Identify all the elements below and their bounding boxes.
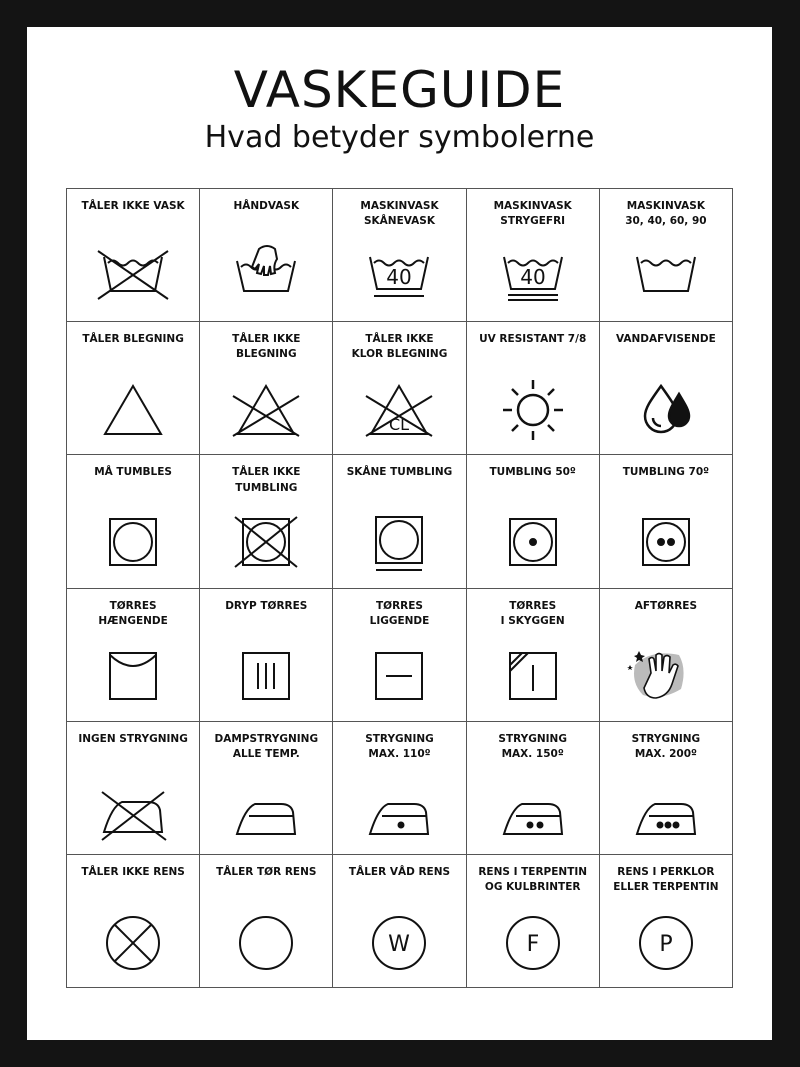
no-chlorine-bleach-icon (354, 376, 444, 444)
no-iron-icon (88, 776, 178, 844)
iron-low-icon (354, 776, 444, 844)
cell-gentle-tumble-dry (333, 455, 466, 588)
cell-wipe (600, 589, 733, 722)
cell-no-wash (67, 189, 200, 322)
cell-label: TÅLER IKKE KLOR BLEGNING (351, 333, 448, 361)
hand-wash-icon (221, 243, 311, 311)
poster (27, 27, 772, 1040)
cell-label: MÅ TUMBLES (94, 466, 172, 479)
tumble-medium-heat-icon (621, 509, 711, 577)
cell-label: STRYGNING MAX. 200º (631, 732, 701, 760)
gentle-wash-40-icon (354, 243, 444, 311)
wash-temp-label: 40 (519, 265, 546, 289)
iron-high-icon (621, 776, 711, 844)
cell-label: TÅLER TØR RENS (216, 865, 317, 878)
iron-icon (221, 776, 311, 844)
cell-label: STRYGNING MAX. 150º (498, 732, 567, 760)
cell-steam-iron (200, 722, 333, 855)
solvent-letter: P (659, 931, 673, 957)
cell-hand-wash (200, 189, 333, 322)
cell-label: RENS I PERKLOR ELLER TERPENTIN (613, 865, 719, 894)
no-bleach-icon (221, 376, 311, 444)
cell-gentle-wash (333, 189, 466, 322)
cell-label: DRYP TØRRES (225, 599, 308, 612)
cell-label: TØRRES HÆNGENDE (98, 599, 168, 627)
wipe-hand-icon (621, 643, 711, 711)
cell-no-chlorine-bleach (333, 322, 466, 455)
gentle-tumble-dry-icon (354, 509, 444, 577)
cell-label: STRYGNING MAX. 110º (365, 732, 434, 760)
cell-label: TUMBLING 50º (489, 466, 576, 479)
cell-label: MASKINVASK STRYGEFRI (493, 200, 572, 228)
cell-line-dry (67, 589, 200, 722)
cell-label: AFTØRRES (634, 599, 698, 612)
cell-dry-in-shade (467, 589, 600, 722)
cell-dry-clean-f (467, 855, 600, 988)
cell-wet-clean (333, 855, 466, 988)
symbol-grid (66, 188, 733, 988)
cell-uv-resistant (467, 322, 600, 455)
cell-label: SKÅNE TUMBLING (346, 466, 453, 479)
machine-wash-icon (621, 243, 711, 311)
line-dry-icon (88, 643, 178, 711)
wash-temp-label: 40 (386, 265, 413, 289)
cell-label: DAMPSTRYGNING ALLE TEMP. (214, 732, 319, 760)
cell-machine-wash (600, 189, 733, 322)
water-drops-icon (621, 376, 711, 444)
cell-bleach (67, 322, 200, 455)
cell-label: TÅLER BLEGNING (82, 333, 184, 346)
dry-flat-icon (354, 643, 444, 711)
cell-iron-low (333, 722, 466, 855)
no-dry-clean-icon (88, 909, 178, 977)
cell-label: TØRRES LIGGENDE (369, 599, 430, 627)
cell-tumble-medium (600, 455, 733, 588)
dry-clean-p-icon (621, 909, 711, 977)
wet-clean-icon (354, 909, 444, 977)
cell-dry-clean (200, 855, 333, 988)
cell-dry-clean-p (600, 855, 733, 988)
drip-dry-icon (221, 643, 311, 711)
cell-tumble-dry (67, 455, 200, 588)
cell-iron-medium (467, 722, 600, 855)
no-tumble-dry-icon (221, 509, 311, 577)
cell-label: TUMBLING 70º (622, 466, 710, 479)
cell-iron-high (600, 722, 733, 855)
solvent-letter: F (526, 931, 540, 957)
tumble-low-heat-icon (488, 509, 578, 577)
cell-water-repellent (600, 322, 733, 455)
cell-label: UV RESISTANT 7/8 (479, 333, 587, 346)
cell-label: TØRRES I SKYGGEN (500, 599, 565, 627)
tumble-dry-icon (88, 509, 178, 577)
cell-no-bleach (200, 322, 333, 455)
iron-medium-icon (488, 776, 578, 844)
chlorine-label: CL (389, 415, 410, 435)
cell-drip-dry (200, 589, 333, 722)
cell-label: HÅNDVASK (233, 200, 300, 212)
dry-clean-icon (221, 909, 311, 977)
cell-label: TÅLER IKKE BLEGNING (232, 333, 301, 361)
page-subtitle: Hvad betyder symbolerne (204, 120, 595, 155)
cell-label: MASKINVASK 30, 40, 60, 90 (625, 200, 707, 228)
cell-tumble-low (467, 455, 600, 588)
cell-label: TÅLER IKKE VASK (81, 200, 185, 212)
no-wash-icon (88, 243, 178, 311)
cell-no-iron (67, 722, 200, 855)
very-gentle-wash-40-icon (488, 243, 578, 311)
dry-clean-f-icon (488, 909, 578, 977)
cell-no-tumble-dry (200, 455, 333, 588)
wet-clean-letter: W (388, 931, 411, 957)
cell-dry-flat (333, 589, 466, 722)
page-title: VASKEGUIDE (233, 61, 566, 119)
cell-label: TÅLER VÅD RENS (348, 865, 451, 878)
cell-label: TÅLER IKKE RENS (81, 865, 185, 878)
bleach-icon (88, 376, 178, 444)
cell-label: VANDAFVISENDE (615, 333, 716, 346)
dry-in-shade-icon (488, 643, 578, 711)
cell-label: INGEN STRYGNING (78, 732, 188, 745)
sun-icon (488, 376, 578, 444)
cell-no-dry-clean (67, 855, 200, 988)
cell-label: MASKINVASK SKÅNEVASK (360, 200, 439, 228)
cell-very-gentle-wash (467, 189, 600, 322)
cell-label: TÅLER IKKE TUMBLING (232, 466, 301, 494)
cell-label: RENS I TERPENTIN OG KULBRINTER (478, 865, 588, 894)
